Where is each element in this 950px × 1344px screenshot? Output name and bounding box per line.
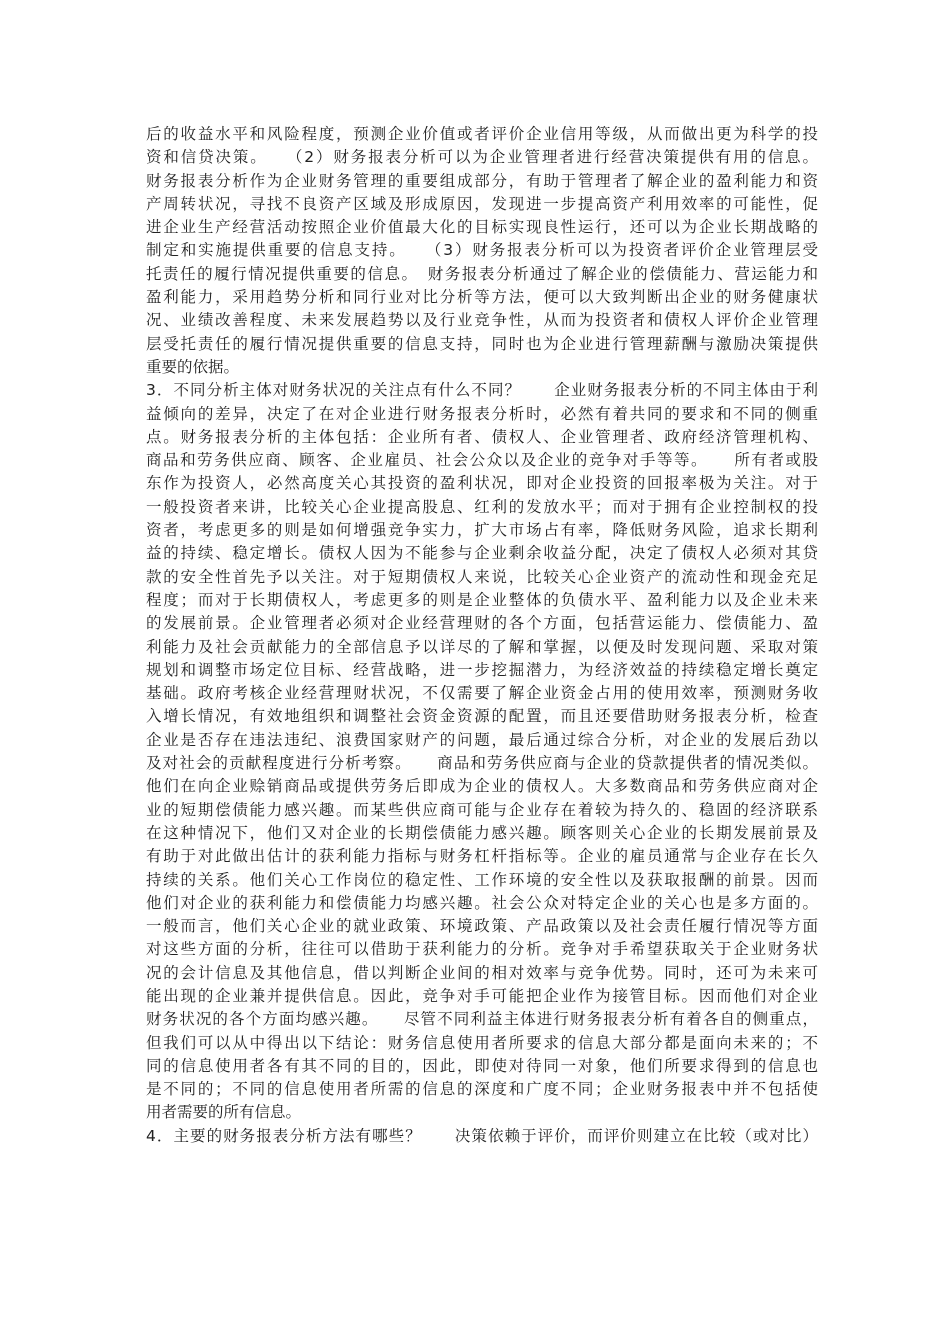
text-line: 进企业生产经营活动按照企业价值最大化的目标实现良性运行，还可以为企业长期战略的: [146, 218, 818, 237]
text-line: 利能力及社会贡献能力的全部信息予以详尽的了解和掌握，以便及时发现问题、采取对策: [146, 637, 818, 656]
text-line: 制定和实施提供重要的信息支持。 （3）财务报表分析可以为投资者评价企业管理层受: [146, 241, 818, 260]
text-line: 东作为投资人，必然高度关心其投资的盈利状况，即对企业投资的回报率极为关注。对于: [146, 474, 818, 493]
text-line: 的发展前景。企业管理者必须对企业经营理财的各个方面，包括营运能力、偿债能力、盈: [146, 614, 818, 633]
text-line: 资者，考虑更多的则是如何增强竞争实力，扩大市场占有率，降低财务风险，追求长期利: [146, 521, 818, 540]
text-line: 财务报表分析作为企业财务管理的重要组成部分，有助于管理者了解企业的盈利能力和资: [146, 171, 818, 190]
text-line: 产周转状况，寻找不良资产区域及形成原因，发现进一步提高资产利用效率的可能性，促: [146, 194, 818, 213]
text-line: 益倾向的差异，决定了在对企业进行财务报表分析时，必然有着共同的要求和不同的侧重: [146, 404, 818, 423]
text-line: 有助于对此做出估计的获利能力指标与财务杠杆指标等。企业的雇员通常与企业存在长久: [146, 847, 818, 866]
text-line: 同的信息使用者各有其不同的目的，因此，即使对待同一对象，他们所要求得到的信息也: [146, 1056, 818, 1075]
text-line: 程度；而对于长期债权人，考虑更多的则是企业整体的负债水平、盈利能力以及企业未来: [146, 590, 818, 609]
text-line: 一般投资者来讲，比较关心企业提高股息、红利的发放水平；而对于拥有企业控制权的投: [146, 497, 818, 516]
text-line: 他们在向企业赊销商品或提供劳务后即成为企业的债权人。大多数商品和劳务供应商对企: [146, 777, 818, 796]
text-line: 后的收益水平和风险程度，预测企业价值或者评价企业信用等级，从而做出更为科学的投: [146, 125, 818, 143]
text-line: 况、业绩改善程度、未来发展趋势以及行业竞争性，从而为投资者和债权人评价企业管理: [146, 311, 818, 330]
text-line: 资和信贷决策。 （2）财务报表分析可以为企业管理者进行经营决策提供有用的信息。: [146, 148, 818, 167]
text-line: 能出现的企业兼并提供信息。因此，竞争对手可能把企业作为接管目标。因而他们对企业: [146, 986, 818, 1005]
text-line: 重要的依据。: [146, 357, 240, 376]
text-line: 他们对企业的获利能力和偿债能力均感兴趣。社会公众对特定企业的关心也是多方面的。: [146, 893, 818, 912]
text-line: 及对社会的贡献程度进行分析考察。 商品和劳务供应商与企业的贷款提供者的情况类似。: [146, 754, 818, 773]
text-line: 业的短期偿债能力感兴趣。而某些供应商可能与企业存在着较为持久的、稳固的经济联系: [146, 800, 818, 819]
text-line: 况的会计信息及其他信息，借以判断企业间的相对效率与竞争优势。同时，还可为未来可: [146, 963, 818, 982]
text-line: 托责任的履行情况提供重要的信息。 财务报表分析通过了解企业的偿债能力、营运能力和: [146, 264, 818, 283]
text-line: 用者需要的所有信息。: [146, 1103, 302, 1122]
text-line: 是不同的；不同的信息使用者所需的信息的深度和广度不同；企业财务报表中并不包括使: [146, 1080, 818, 1099]
section-heading-line: 4．主要的财务报表分析方法有哪些？ 决策依赖于评价，而评价则建立在比较（或对比）: [146, 1126, 818, 1145]
text-line: 商品和劳务供应商、顾客、企业雇员、社会公众以及企业的竞争对手等等。 所有者或股: [146, 451, 818, 470]
text-line: 财务状况的各个方面均感兴趣。 尽管不同利益主体进行财务报表分析有着各自的侧重点，: [146, 1010, 818, 1029]
text-line: 但我们可以从中得出以下结论：财务信息使用者所要求的信息大部分都是面向未来的；不: [146, 1033, 818, 1052]
text-line: 在这种情况下，他们又对企业的长期偿债能力感兴趣。顾客则关心企业的长期发展前景及: [146, 823, 818, 842]
text-line: 层受托责任的履行情况提供重要的信息支持，同时也为企业进行管理薪酬与激励决策提供: [146, 334, 818, 353]
text-line: 对这些方面的分析，往往可以借助于获利能力的分析。竞争对手希望获取关于企业财务状: [146, 940, 818, 959]
text-line: 基础。政府考核企业经营理财状况，不仅需要了解企业资金占用的使用效率，预测财务收: [146, 684, 818, 703]
text-line: 款的安全性首先予以关注。对于短期债权人来说，比较关心企业资产的流动性和现金充足: [146, 567, 818, 586]
text-line: 一般而言，他们关心企业的就业政策、环境政策、产品政策以及社会责任履行情况等方面: [146, 917, 818, 936]
text-line: 规划和调整市场定位目标、经营战略，进一步挖掘潜力，为经济效益的持续稳定增长奠定: [146, 660, 818, 679]
section-heading-line: 3．不同分析主体对财务状况的关注点有什么不同？ 企业财务报表分析的不同主体由于利: [146, 381, 818, 400]
text-line: 持续的关系。他们关心工作岗位的稳定性、工作环境的安全性以及获取报酬的前景。因而: [146, 870, 818, 889]
body-text: [146, 123, 818, 1148]
text-line: 盈利能力，采用趋势分析和同行业对比分析等方法，便可以大致判断出企业的财务健康状: [146, 288, 818, 307]
text-line: 企业是否存在违法违纪、浪费国家财产的问题，最后通过综合分析，对企业的发展后劲以: [146, 730, 818, 749]
text-line: 益的持续、稳定增长。债权人因为不能参与企业剩余收益分配，决定了债权人必须对其贷: [146, 544, 818, 563]
text-line: 点。财务报表分析的主体包括：企业所有者、债权人、企业管理者、政府经济管理机构、: [146, 427, 818, 446]
text-line: 入增长情况，有效地组织和调整社会资金资源的配置，而且还要借助财务报表分析，检查: [146, 707, 818, 726]
